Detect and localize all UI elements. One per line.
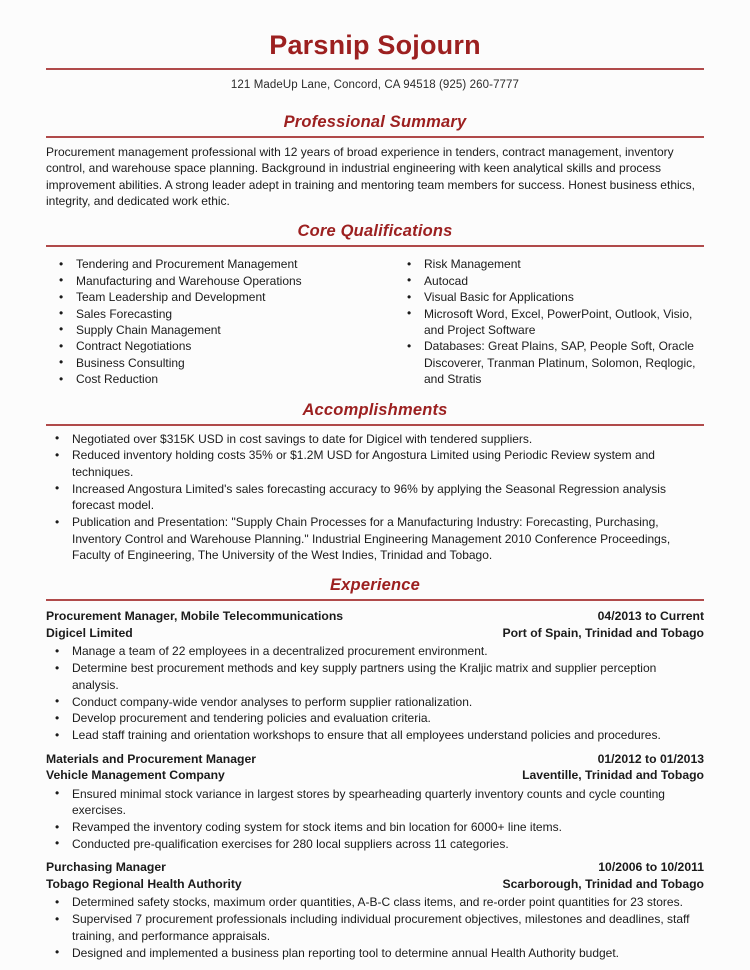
section-divider-experience — [46, 599, 704, 601]
section-divider-professional-summary — [46, 136, 704, 138]
list-item: • Tendering and Procurement Management — [46, 256, 398, 272]
job-company-row — [46, 625, 704, 642]
list-item: • Reduced inventory holding costs 35% or $1.2M USD for Angostura Limited using Periodic Review system and techniques. — [46, 447, 704, 480]
job-location: Laventille, Trinidad and Tobago — [522, 768, 704, 783]
list-item: • Lead staff training and orientation workshops to ensure that all employees understand policies and procedures. — [46, 727, 704, 743]
core-qualifications-right-column — [398, 251, 704, 387]
job-title-row — [46, 859, 704, 876]
list-item: • Cost Reduction — [46, 371, 398, 387]
list-item: • Develop procurement and tendering policies and evaluation criteria. — [46, 710, 704, 726]
list-item: • Increased Angostura Limited's sales forecasting accuracy to 96% by applying the Seasonal Regression analysis forecast model. — [46, 481, 704, 514]
list-item: • Contract Negotiations — [46, 338, 398, 354]
list-item: • Visual Basic for Applications — [398, 289, 704, 305]
section-title-accomplishments: Accomplishments — [302, 400, 448, 419]
list-item: • Risk Management — [398, 256, 704, 272]
list-item: • Ensured minimal stock variance in largest stores by spearheading quarterly inventory counts and cycle counting exercises. — [46, 786, 704, 819]
list-item: • Revamped the inventory coding system for stock items and bin location for 6000+ line items. — [46, 819, 704, 835]
section-divider-accomplishments — [46, 424, 704, 426]
experience-entry — [46, 751, 704, 853]
header-divider — [46, 68, 704, 70]
list-item: • Business Consulting — [46, 355, 398, 371]
job-title: Purchasing Manager — [46, 860, 166, 875]
job-dates: 04/2013 to Current — [597, 609, 704, 624]
candidate-name: Parsnip Sojourn — [269, 30, 481, 60]
job-company: Tobago Regional Health Authority — [46, 876, 242, 891]
list-item: • Publication and Presentation: "Supply Chain Processes for a Manufacturing Industry: Forecasting, Purchasing, Inventory Control and Warehouse Planning." Industrial Engineering Management 2010 Conference Proceedings, Faculty of Engineering, The University of the West Indies, Trinidad and Tobago. — [46, 514, 704, 563]
list-item: • Databases: Great Plains, SAP, People Soft, Oracle Discoverer, Tranman Platinum, Solomon, Reqlogic, and Stratis — [398, 338, 704, 387]
job-company: Vehicle Management Company — [46, 768, 225, 783]
job-location: Scarborough, Trinidad and Tobago — [502, 876, 704, 891]
experience-entry — [46, 608, 704, 743]
contact-line: 121 MadeUp Lane, Concord, CA 94518 (925) 260-7777 — [230, 78, 520, 91]
section-divider-core-qualifications — [46, 245, 704, 247]
experience-entry — [46, 859, 704, 961]
job-title-row — [46, 608, 704, 625]
section-title-experience: Experience — [329, 576, 421, 595]
core-qualifications-right-list — [398, 256, 704, 387]
job-location: Port of Spain, Trinidad and Tobago — [502, 625, 704, 640]
job-title: Procurement Manager, Mobile Telecommunications — [46, 609, 344, 624]
list-item: • Manufacturing and Warehouse Operations — [46, 273, 398, 289]
list-item: • Determine best procurement methods and key supply partners using the Kraljic matrix and supplier perception analysis. — [46, 660, 704, 693]
list-item: • Designed and implemented a business plan reporting tool to determine annual Health Authority budget. — [46, 945, 704, 961]
section-title-professional-summary: Professional Summary — [283, 112, 467, 131]
list-item: • Team Leadership and Development — [46, 289, 398, 305]
section-title-core-qualifications: Core Qualifications — [297, 222, 453, 241]
job-bullets — [46, 894, 704, 961]
core-qualifications-left-list — [46, 256, 398, 387]
list-item: • Microsoft Word, Excel, PowerPoint, Outlook, Visio, and Project Software — [398, 306, 704, 339]
accomplishments-list — [46, 431, 704, 564]
core-qualifications-columns — [46, 251, 704, 387]
core-qualifications-left-column — [46, 251, 398, 387]
list-item: • Determined safety stocks, maximum order quantities, A-B-C class items, and re-order point quantities for 23 stores. — [46, 894, 704, 910]
job-title-row — [46, 751, 704, 768]
job-bullets — [46, 643, 704, 743]
job-company-row — [46, 767, 704, 784]
job-company-row — [46, 876, 704, 893]
job-company: Digicel Limited — [46, 625, 133, 640]
job-title: Materials and Procurement Manager — [46, 751, 256, 766]
list-item: • Conduct company-wide vendor analyses to perform supplier rationalization. — [46, 694, 704, 710]
job-dates: 10/2006 to 10/2011 — [598, 860, 704, 875]
list-item: • Manage a team of 22 employees in a decentralized procurement environment. — [46, 643, 704, 659]
list-item: • Supply Chain Management — [46, 322, 398, 338]
list-item: • Sales Forecasting — [46, 306, 398, 322]
list-item: • Negotiated over $315K USD in cost savings to date for Digicel with tendered suppliers. — [46, 431, 704, 447]
list-item: • Supervised 7 procurement professionals including individual procurement objectives, milestones and deadlines, staff training, and performance appraisals. — [46, 911, 704, 944]
list-item: • Autocad — [398, 273, 704, 289]
job-dates: 01/2012 to 01/2013 — [597, 751, 704, 766]
job-bullets — [46, 786, 704, 853]
professional-summary-text: Procurement management professional with 12 years of broad experience in tenders, contract management, inventory control, and warehouse space planning. Background in industrial engineering with keen analytical skills and process improvement abilities. A strong leader adept in training and mentoring team members for success. Honest business ethics, integrity, and dedicated work ethic. — [46, 144, 695, 208]
list-item: • Conducted pre-qualification exercises for 280 local suppliers across 11 categories. — [46, 836, 704, 852]
